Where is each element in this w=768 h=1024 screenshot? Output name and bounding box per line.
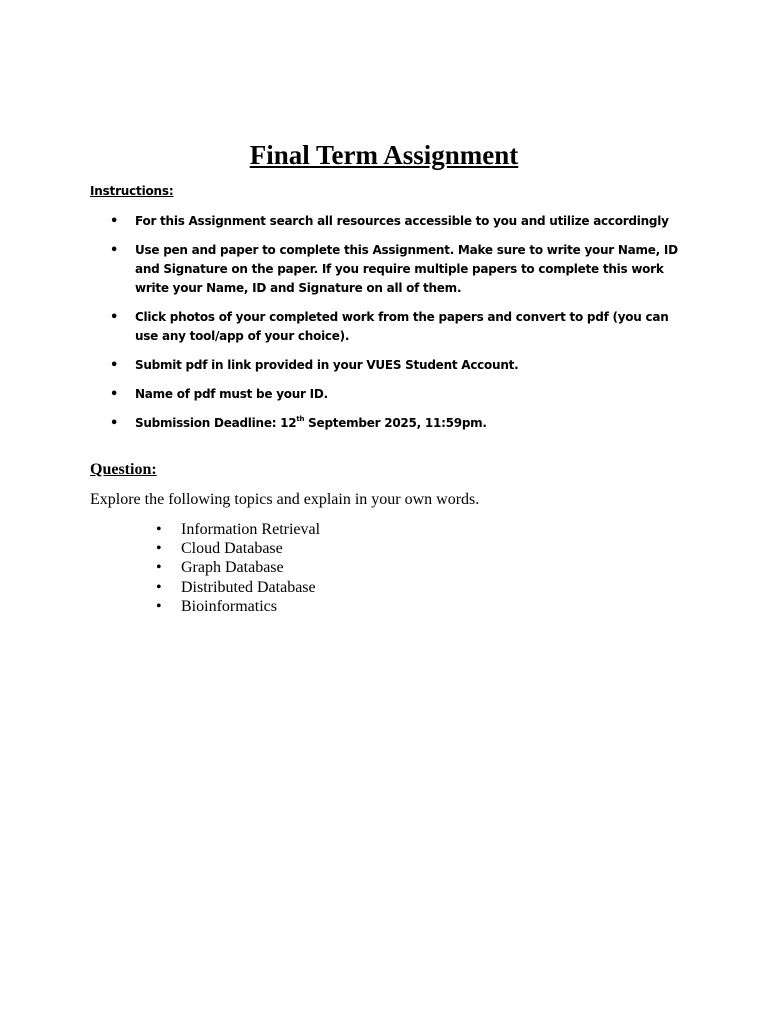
instruction-text: For this Assignment search all resources accessible to you and utilize accordingly xyxy=(135,214,669,228)
topic-label: Information Retrieval xyxy=(181,521,321,538)
topic-label: Distributed Database xyxy=(181,578,316,596)
bullet-icon: • xyxy=(110,310,119,325)
instruction-item xyxy=(110,356,690,375)
topic-item xyxy=(156,520,320,539)
topic-item xyxy=(156,578,320,597)
topics-list xyxy=(156,520,320,616)
instructions-heading: Instructions: xyxy=(90,184,174,198)
bullet-icon: • xyxy=(156,540,162,558)
bullet-icon: • xyxy=(156,597,162,615)
document-title: Final Term Assignment xyxy=(249,140,519,170)
instruction-text: Name of pdf must be your ID. xyxy=(135,387,328,401)
bullet-icon: • xyxy=(110,214,119,229)
topic-item xyxy=(156,597,320,616)
question-heading: Question: xyxy=(90,461,157,478)
deadline-prefix: Submission Deadline: 12 xyxy=(135,416,297,430)
bullet-icon: • xyxy=(110,358,119,373)
instruction-text: Click photos of your completed work from the papers and convert to pdf (you can use any tool/app of your choice). xyxy=(135,310,669,343)
bullet-icon: • xyxy=(156,521,162,538)
topic-label: Cloud Database xyxy=(181,540,283,558)
topic-label: Graph Database xyxy=(181,559,284,577)
deadline-suffix: September 2025, 11:59pm. xyxy=(304,416,487,430)
topic-item xyxy=(156,539,320,558)
bullet-icon: • xyxy=(110,416,119,431)
bullet-icon: • xyxy=(156,559,162,577)
instruction-item xyxy=(110,241,690,298)
instruction-item xyxy=(110,308,690,346)
topic-label: Bioinformatics xyxy=(181,597,277,615)
instruction-item xyxy=(110,385,690,404)
topic-item xyxy=(156,558,320,577)
deadline-ordinal: th xyxy=(296,415,305,423)
deadline-item xyxy=(110,414,690,433)
bullet-icon: • xyxy=(110,243,119,258)
instruction-text: Use pen and paper to complete this Assignment. Make sure to write your Name, ID and Signature on the paper. If you require multiple papers to complete this work write your Name, ID and Signature on all of them. xyxy=(135,243,678,295)
bullet-icon: • xyxy=(156,578,162,596)
instruction-text: Submit pdf in link provided in your VUES Student Account. xyxy=(135,358,519,372)
bullet-icon: • xyxy=(110,387,119,402)
instructions-list xyxy=(110,212,690,443)
question-text: Explore the following topics and explain in your own words. xyxy=(90,491,480,508)
instruction-item xyxy=(110,212,690,231)
